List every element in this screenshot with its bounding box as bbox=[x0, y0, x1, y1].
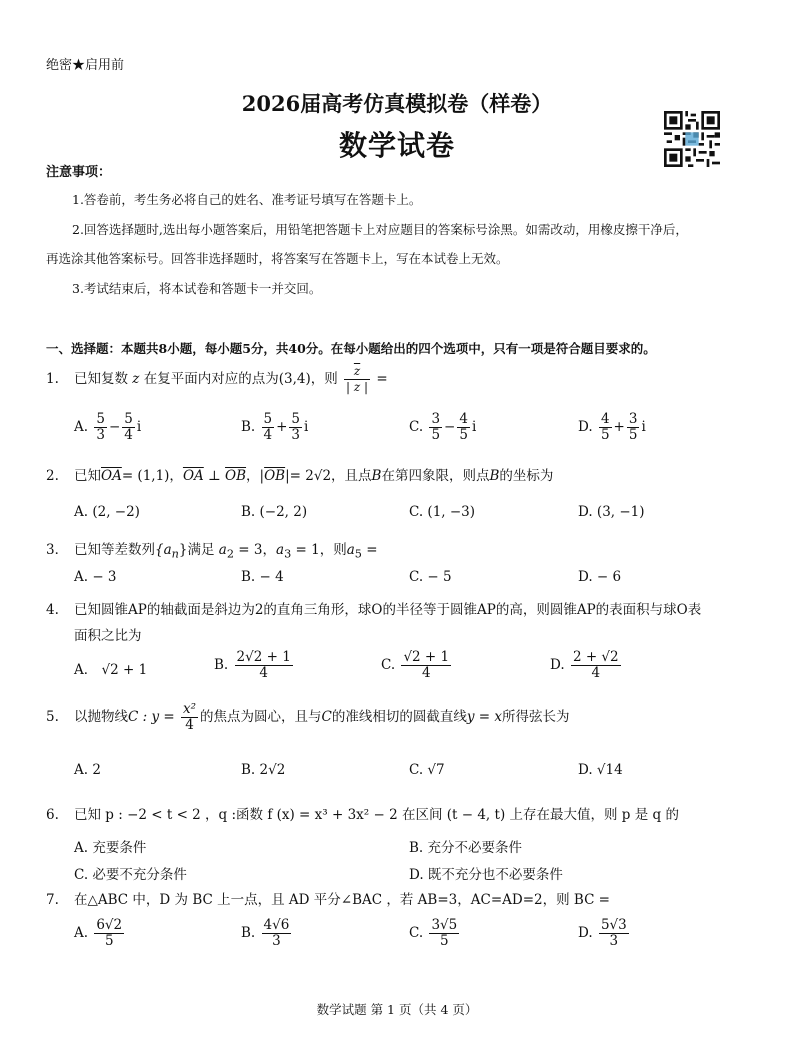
question-7: 7. 在△ABC 中，D 为 BC 上一点，且 AD 平分∠BAC ，若 AB=3，AC=AD=2，则 BC = bbox=[46, 892, 610, 908]
q6-option-d[interactable]: D. 既不充分也不必要条件 bbox=[409, 867, 563, 883]
q1-option-d[interactable]: D. $\frac{4}{5}$ + $\frac{3}{5}$ i bbox=[578, 411, 646, 443]
q3-option-a[interactable]: A. − 3 bbox=[74, 569, 117, 585]
note-2-cont: 再选涂其他答案标号。回答非选择题时，将答案写在答题卡上，写在本试卷上无效。 bbox=[46, 251, 509, 266]
q5-option-a[interactable]: A. 2 bbox=[74, 762, 101, 778]
exam-subject: 数学试卷 bbox=[338, 129, 455, 162]
q6-option-c[interactable]: C. 必要不充分条件 bbox=[74, 867, 187, 883]
q1-option-c[interactable]: C. $\frac{3}{5}$ − $\frac{4}{5}$ i bbox=[409, 411, 477, 443]
q2-option-c[interactable]: C. (1, −3) bbox=[409, 504, 476, 520]
question-3: 3． 已知等差数列$\{a_n\}$满足 $a_2 = 3$，$a_3 = 1$，则$a_5$ = bbox=[46, 542, 378, 561]
notes-heading: 注意事项： bbox=[46, 165, 112, 180]
q4-option-d[interactable]: D. $\frac{2 + √2}{4}$ bbox=[550, 649, 619, 681]
q4-option-c[interactable]: C. $\frac{√2 + 1}{4}$ bbox=[381, 649, 450, 681]
question-1: 1. 已知复数 z 在复平面内对应的点为(3,4)，则 $\frac{\overline{z}}{| z |}$ = bbox=[46, 364, 388, 394]
q3-option-c[interactable]: C. − 5 bbox=[409, 569, 452, 585]
q6-option-a[interactable]: A. 充要条件 bbox=[74, 840, 147, 856]
note-2: 2.回答选择题时,选出每小题答案后，用铅笔把答题卡上对应题目的答案标号涂黑。如需改动，用橡皮擦干净后， bbox=[72, 222, 688, 237]
question-4: 4. 已知圆锥AP的轴截面是斜边为2的直角三角形，球O的半径等于圆锥AP的高，则圆锥AP的表面积与球O表 bbox=[46, 602, 702, 618]
question-2: 2. 已知$\overline{OA}= (1,1)$，$\overline{OA}$ ⊥ $\overline{OB}$，$|\overline{OB}|= 2√2$，且点B在第四象限，则点B的坐标为 bbox=[46, 468, 554, 484]
q7-option-c[interactable]: C. $\frac{3√5}{5}$ bbox=[409, 917, 458, 949]
exam-title: 2026届高考仿真模拟卷（样卷） bbox=[241, 91, 553, 116]
question-6: 6. 已知 p : −2 < t < 2 ，q :函数 f (x) = x³ + 3x² − 2 在区间 (t − 4, t) 上存在最大值，则 p 是 q 的 bbox=[46, 807, 679, 823]
q2-option-b[interactable]: B. (−2, 2) bbox=[241, 504, 308, 520]
q4-option-a[interactable]: A． √2 + 1 bbox=[74, 662, 148, 678]
section-heading-choice: 一、选择题：本题共8小题，每小题5分，共40分。在每小题给出的四个选项中，只有一项是符合题目要求的。 bbox=[46, 341, 656, 356]
q2-option-d[interactable]: D. (3, −1) bbox=[578, 504, 645, 520]
note-1: 1.答卷前，考生务必将自己的姓名、准考证号填写在答题卡上。 bbox=[72, 192, 422, 207]
question-5: 5. 以抛物线C : y = $\frac{\text{x²}}{4}$ 的焦点为圆心，且与C的准线相切的圆截直线y = x所得弦长为 bbox=[46, 701, 570, 733]
page-footer: 数学试题 第 1 页（共 4 页） bbox=[316, 1002, 478, 1017]
q3-option-d[interactable]: D. − 6 bbox=[578, 569, 622, 585]
q1-option-a[interactable]: A. $\frac{5}{3}$ − $\frac{5}{4}$ i bbox=[74, 411, 142, 443]
note-3: 3.考试结束后，将本试卷和答题卡一并交回。 bbox=[72, 281, 322, 296]
q3-option-b[interactable]: B. − 4 bbox=[241, 569, 284, 585]
q7-option-a[interactable]: A. $\frac{6√2}{5}$ bbox=[74, 917, 123, 949]
question-4-cont: 面积之比为 bbox=[74, 628, 142, 644]
q7-option-d[interactable]: D. $\frac{5√3}{3}$ bbox=[578, 917, 627, 949]
q5-option-b[interactable]: B. 2√2 bbox=[241, 762, 286, 778]
confidential-label: 绝密★启用前 bbox=[46, 58, 125, 73]
q7-option-b[interactable]: B. $\frac{4√6}{3}$ bbox=[241, 917, 290, 949]
qr-code-icon[interactable] bbox=[664, 111, 720, 167]
q6-option-b[interactable]: B. 充分不必要条件 bbox=[409, 840, 523, 856]
q4-option-b[interactable]: B. $\frac{2√2 + 1}{4}$ bbox=[214, 649, 291, 681]
q5-option-c[interactable]: C. √7 bbox=[409, 762, 445, 778]
q1-option-b[interactable]: B. $\frac{5}{4}$ + $\frac{5}{3}$ i bbox=[241, 411, 309, 443]
q5-option-d[interactable]: D. √14 bbox=[578, 762, 623, 778]
q2-option-a[interactable]: A. (2, −2) bbox=[74, 504, 140, 520]
